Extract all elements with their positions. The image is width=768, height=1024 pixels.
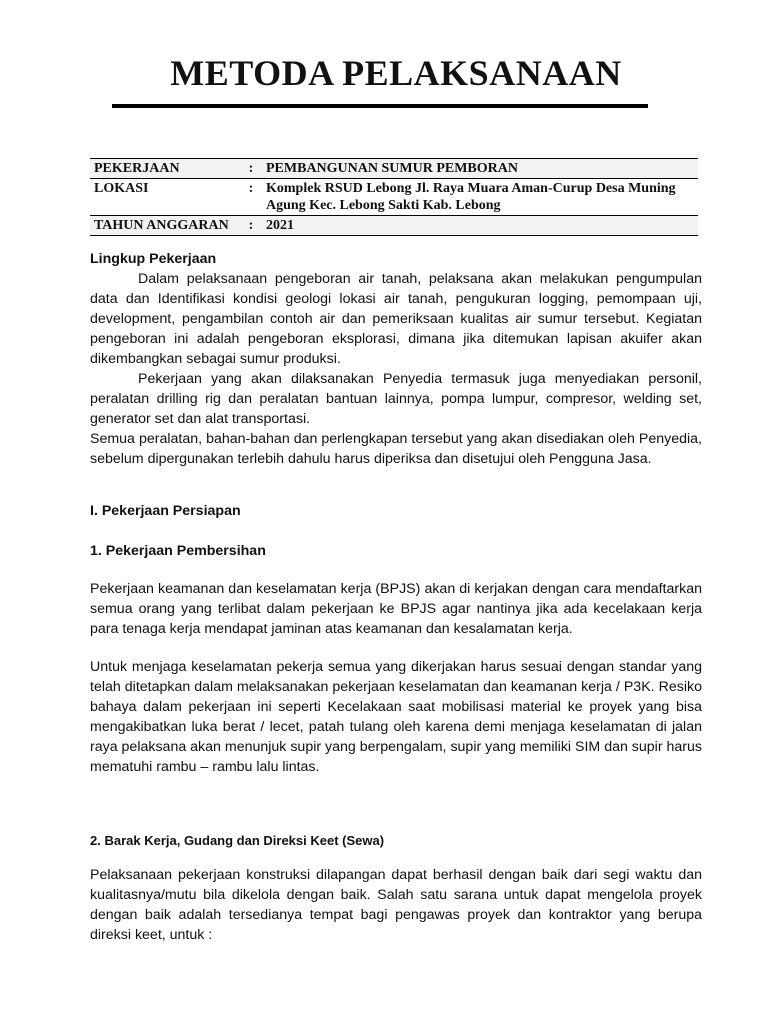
info-row-tahun-anggaran	[90, 216, 698, 236]
info-value: PEMBANGUNAN SUMUR PEMBORAN	[262, 159, 698, 179]
info-label: TAHUN ANGGARAN	[90, 216, 240, 236]
info-label: LOKASI	[90, 179, 240, 216]
info-label: PEKERJAAN	[90, 159, 240, 179]
info-value: 2021	[262, 216, 698, 236]
info-colon: :	[240, 159, 262, 179]
info-row-pekerjaan	[90, 159, 698, 179]
subsection-2	[90, 831, 702, 945]
subsection-1	[90, 541, 702, 777]
subsection-2-paragraph: Pelaksanaan pekerjaan konstruksi dilapangan dapat berhasil dengan baik dari segi waktu dan kualitasnya/mutu bila dikelola dengan baik. Salah satu sarana untuk dapat mengelola proyek dengan baik adalah tersedianya tempat bagi pengawas proyek dan kontraktor yang berupa direksi keet, untuk :	[90, 867, 702, 943]
project-info-table	[90, 158, 698, 236]
scope-section	[90, 249, 702, 469]
scope-paragraph: Pekerjaan yang akan dilaksanakan Penyedia termasuk juga menyediakan personil, peralatan drilling rig dan peralatan bantuan lainnya, pompa lumpur, compresor, welding set, generator set dan alat transportasi.	[90, 371, 702, 427]
subsection-1-paragraph: Pekerjaan keamanan dan keselamatan kerja (BPJS) akan di kerjakan dengan cara mendaftarkan semua orang yang terlibat dalam pekerjaan ke BPJS agar nantinya jika ada kecelakaan kerja para tenaga kerja mendapat jaminan atas keamanan dan kesalamatan kerja.	[90, 581, 702, 637]
subsection-1-paragraph: Untuk menjaga keselamatan pekerja semua yang dikerjakan harus sesuai dengan standar yang telah ditetapkan dalam melaksanakan pekerjaan keselamatan dan keamanan kerja / P3K. Resiko bahaya dalam pekerjaan ini seperti Kecelakaan saat mobilisasi material ke proyek yang bisa mengakibatkan luka berat / lecet, patah tulang oleh karena demi menjaga keselamatan di jalan raya pelaksana akan menunjuk supir yang berpengalam, supir yang memiliki SIM dan supir harus mematuhi rambu – rambu lalu lintas.	[90, 659, 702, 775]
subsection-2-heading: 2. Barak Kerja, Gudang dan Direksi Keet (Sewa)	[90, 833, 385, 848]
info-value: Komplek RSUD Lebong Jl. Raya Muara Aman-Curup Desa Muning Agung Kec. Lebong Sakti Kab. Lebong	[262, 179, 698, 216]
section-1-heading-block	[90, 501, 702, 521]
info-colon: :	[240, 216, 262, 236]
scope-paragraph: Semua peralatan, bahan-bahan dan perlengkapan tersebut yang akan disediakan oleh Penyedia, sebelum dipergunakan terlebih dahulu harus diperiksa dan disetujui oleh Pengguna Jasa.	[90, 431, 702, 467]
section-1-heading: I. Pekerjaan Persiapan	[90, 503, 241, 519]
info-colon: :	[240, 179, 262, 216]
subsection-1-heading: 1. Pekerjaan Pembersihan	[90, 543, 266, 559]
scope-paragraph: Dalam pelaksanaan pengeboran air tanah, pelaksana akan melakukan pengumpulan data dan Identifikasi kondisi geologi lokasi air tanah, pengukuran logging, pemompaan uji, development, pengambilan contoh air dan pemeriksaan kualitas air sumur tersebut. Kegiatan pengeboran ini adalah pengeboran eksplorasi, dimana jika ditemukan lapisan akuifer akan dikembangkan sebagai sumur produksi.	[90, 271, 702, 367]
document-title: METODA PELAKSANAAN	[170, 53, 622, 93]
title-underline	[112, 104, 648, 108]
info-row-lokasi	[90, 179, 698, 216]
scope-heading: Lingkup Pekerjaan	[90, 251, 217, 267]
